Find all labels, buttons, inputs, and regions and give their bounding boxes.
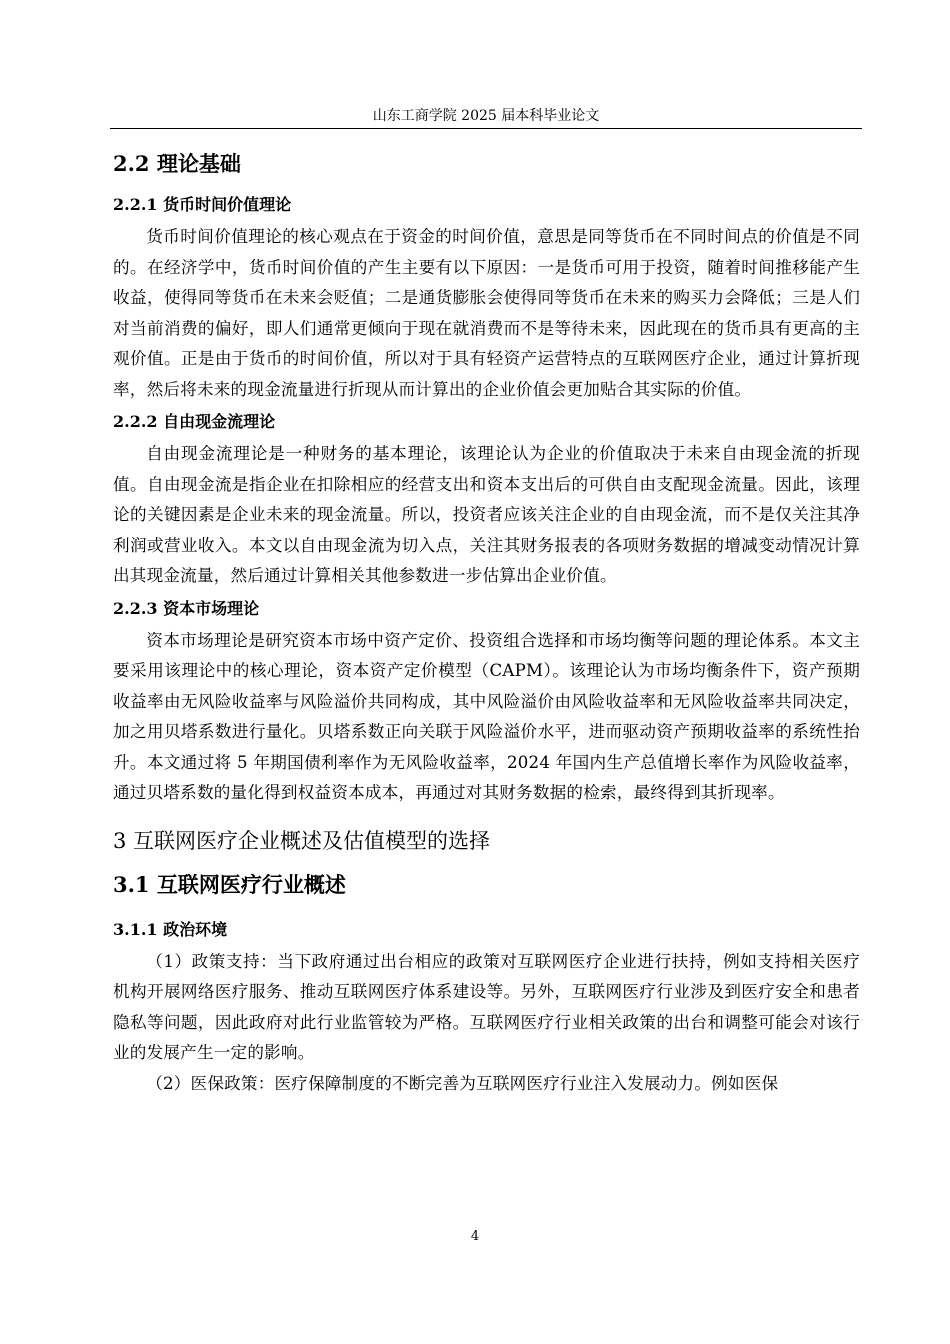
paragraph-3-1-1-b: （2）医保政策：医疗保障制度的不断完善为互联网医疗行业注入发展动力。例如医保 [146,1073,779,1093]
main-content [113,148,860,1099]
page-header: 山东工商学院 2025 届本科毕业论文 [372,108,600,124]
paragraph-2-2-3: 资本市场理论是研究资本市场中资产定价、投资组合选择和市场均衡等问题的理论体系。本文主要采用该理论中的核心理论，资本资产定价模型（CAPM）。该理论认为市场均衡条件下，资产预期收益率由无风险收益率与风险溢价共同构成，其中风险溢价由风险收益率和无风险收益率共同决定，加之用贝塔系数进行量化。贝塔系数正向关联于风险溢价水平，进而驱动资产预期收益率的系统性抬升。本文通过将 5 年期国债利率作为无风险收益率，2024 年国内生产总值增长率作为风险收益率，通过贝塔系数的量化得到权益资本成本，再通过对其财务数据的检索，最终得到其折现率。 [113,630,860,802]
header-divider [110,128,862,129]
paragraph-2-2-1: 货币时间价值理论的核心观点在于资金的时间价值，意思是同等货币在不同时间点的价值是不同的。在经济学中，货币时间价值的产生主要有以下原因：一是货币可用于投资，随着时间推移能产生收益，使得同等货币在未来会贬值；二是通货膨胀会使得同等货币在未来的购买力会降低；三是人们对当前消费的偏好，即人们通常更倾向于现在就消费而不是等待未来，因此现在的货币具有更高的主观价值。正是由于货币的时间价值，所以对于具有轻资产运营特点的互联网医疗企业，通过计算折现率，然后将未来的现金流量进行折现从而计算出的企业价值会更加贴合其实际的价值。 [113,227,860,399]
section-heading-2-2-3: 2.2.3 资本市场理论 [113,598,260,618]
section-heading-2-2: 2.2 理论基础 [113,151,241,176]
chapter-heading-3: 3 互联网医疗企业概述及估值模型的选择 [113,828,491,853]
page-number: 4 [470,1229,480,1244]
section-heading-3-1-1: 3.1.1 政治环境 [113,919,228,939]
paragraph-2-2-2: 自由现金流理论是一种财务的基本理论，该理论认为企业的价值取决于未来自由现金流的折现值。自由现金流是指企业在扣除相应的经营支出和资本支出后的可供自由支配现金流量。因此，该理论的关键因素是企业未来的现金流量。所以，投资者应该关注企业的自由现金流，而不是仅关注其净利润或营业收入。本文以自由现金流为切入点，关注其财务报表的各项财务数据的增减变动情况计算出其现金流量，然后通过计算相关其他参数进一步估算出企业价值。 [113,444,860,585]
section-heading-3-1: 3.1 互联网医疗行业概述 [113,871,346,897]
section-heading-2-2-2: 2.2.2 自由现金流理论 [113,412,276,431]
section-heading-2-2-1: 2.2.1 货币时间价值理论 [113,195,292,214]
paragraph-3-1-1-a: （1）政策支持：当下政府通过出台相应的政策对互联网医疗企业进行扶持，例如支持相关医疗机构开展网络医疗服务、推动互联网医疗体系建设等。另外，互联网医疗行业涉及到医疗安全和患者隐私等问题，因此政府对此行业监管较为严格。互联网医疗行业相关政策的出台和调整可能会对该行业的发展产生一定的影响。 [113,951,860,1062]
